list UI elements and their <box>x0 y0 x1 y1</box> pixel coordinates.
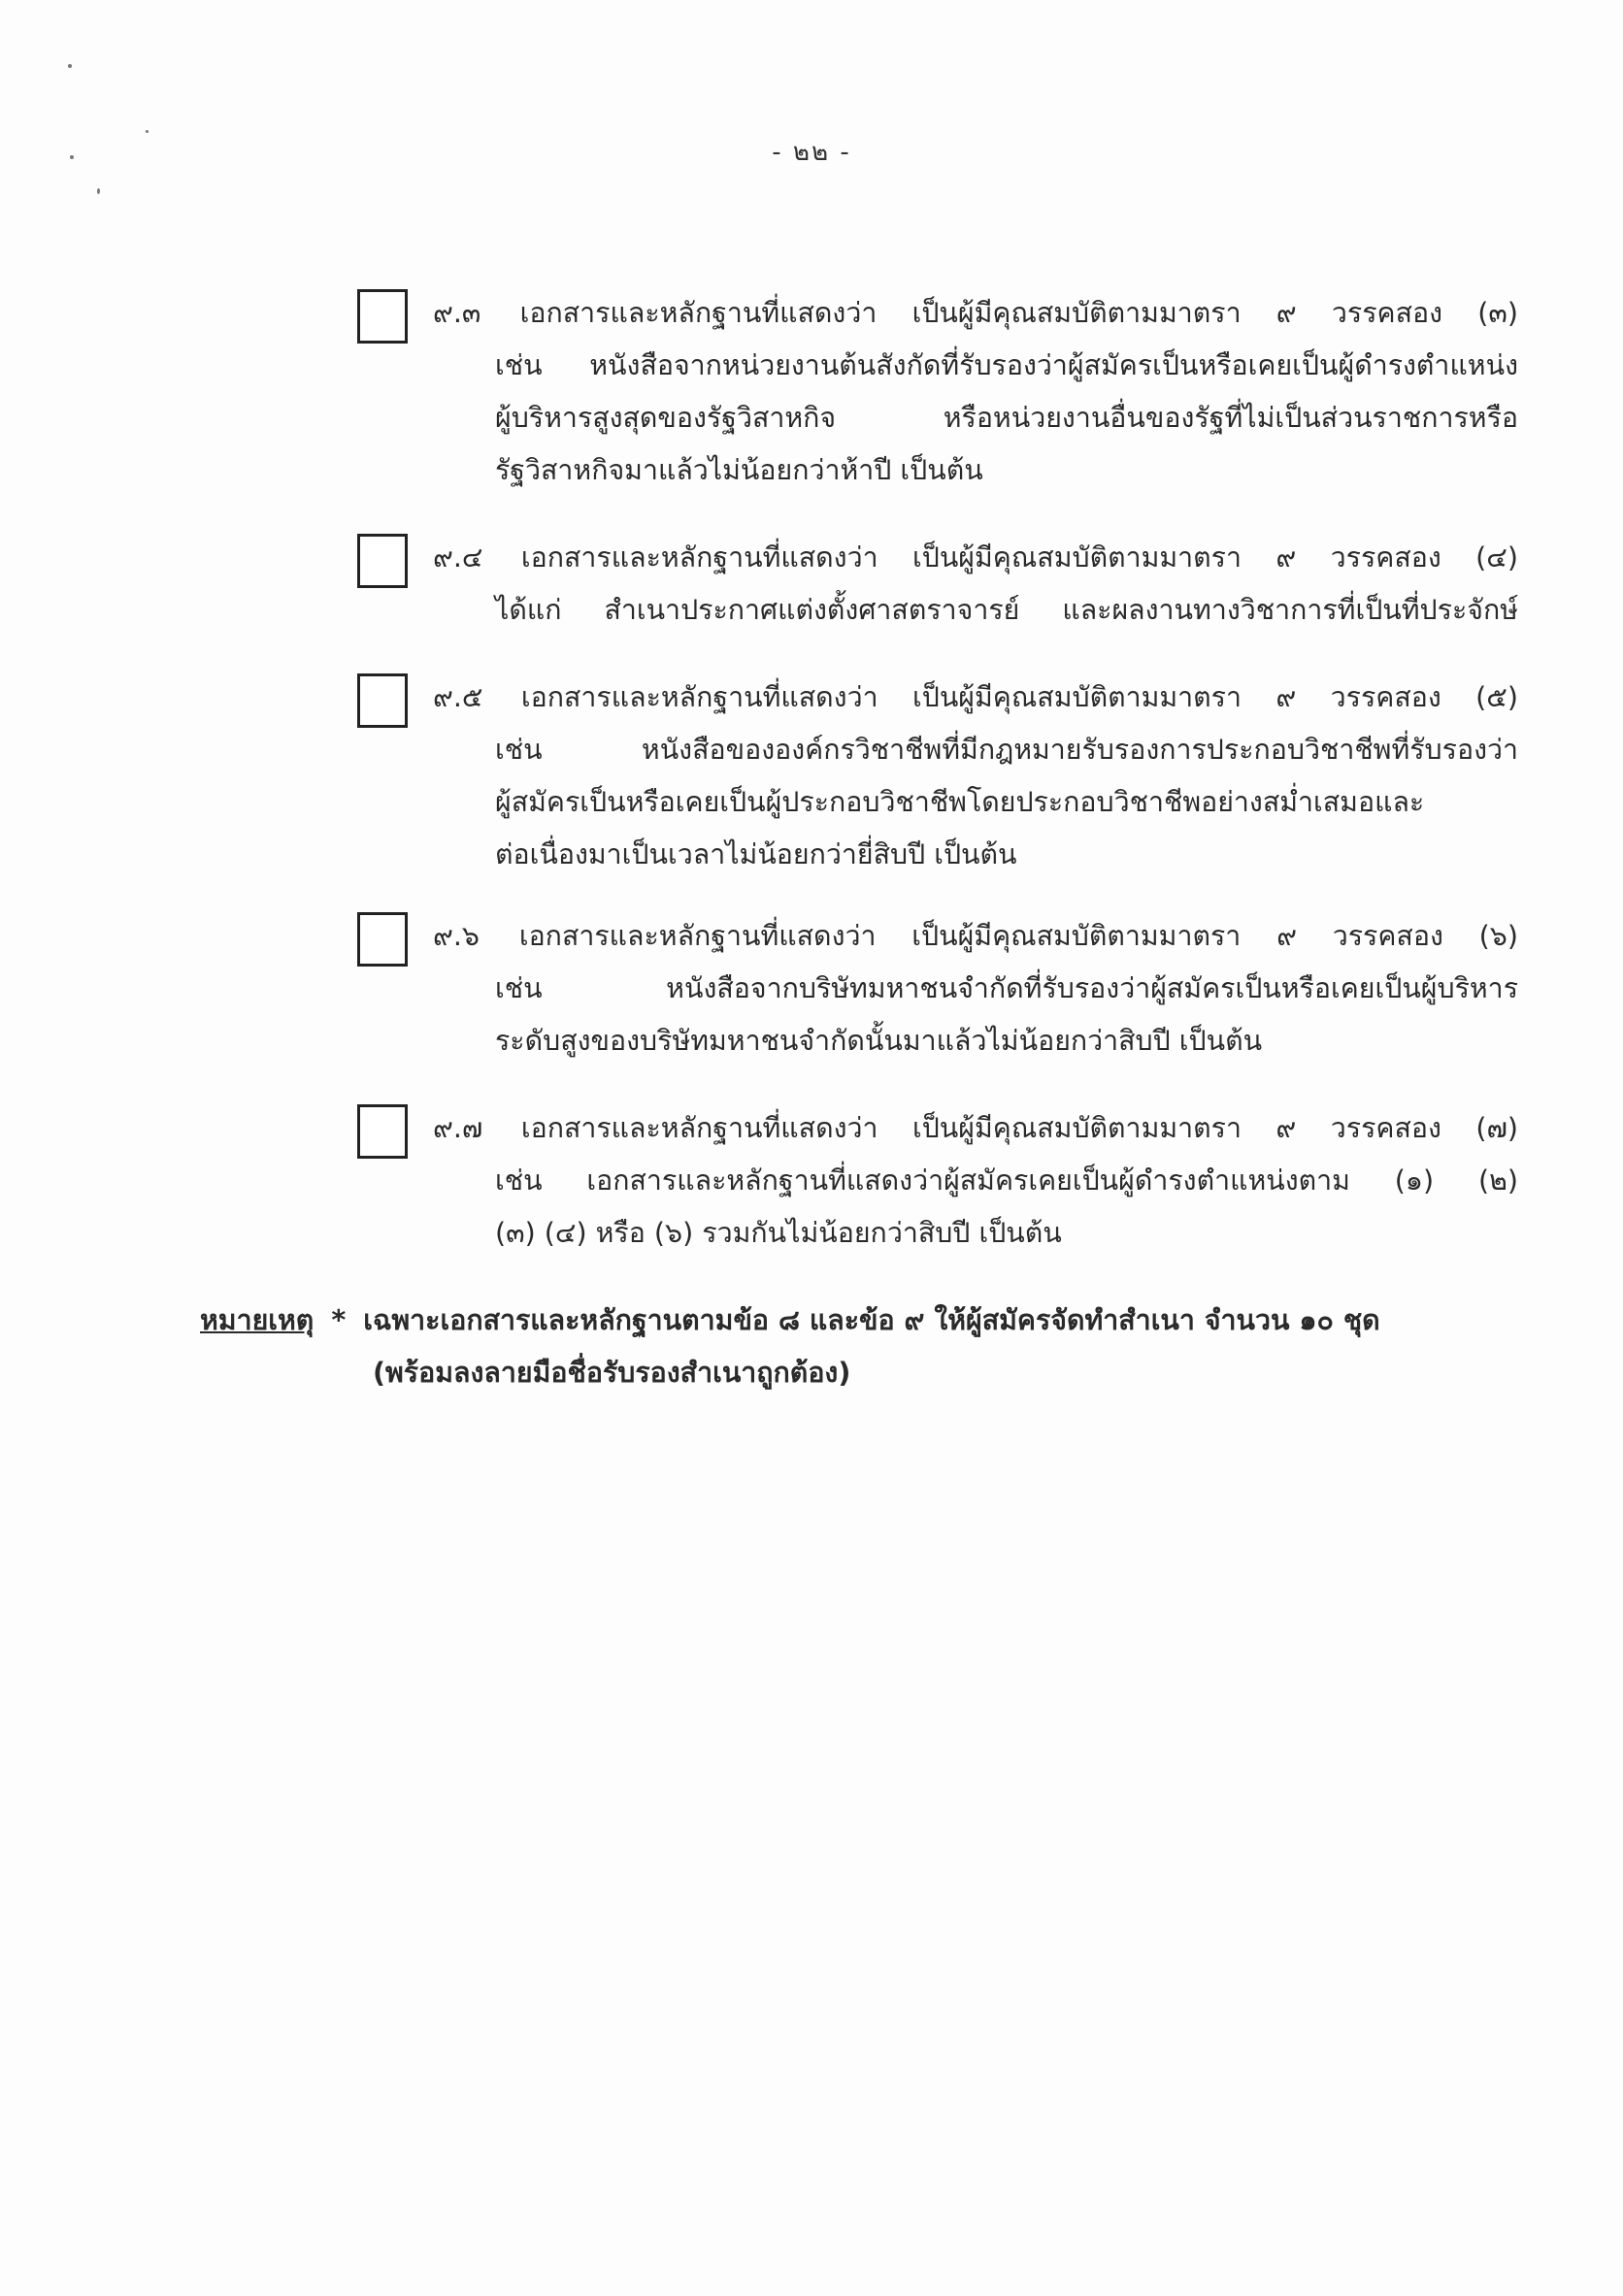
page-number: - ๒๒ - <box>772 138 851 167</box>
item-line: เช่น หนังสือจากบริษัทมหาชนจำกัดที่รับรองว่าผู้สมัครเป็นหรือเคยเป็นผู้บริหาร <box>495 972 1518 1004</box>
remark-label: หมายเหตุ <box>200 1304 315 1336</box>
scan-speck <box>97 188 100 194</box>
item-text <box>433 287 1518 497</box>
item-text <box>433 672 1518 881</box>
remark-text: เฉพาะเอกสารและหลักฐานตามข้อ ๘ และข้อ ๙ ให้ผู้สมัครจัดทำสำเนา จำนวน ๑๐ ชุด <box>363 1304 1380 1336</box>
item-line: ๙.๕ เอกสารและหลักฐานที่แสดงว่า เป็นผู้มีคุณสมบัติตามมาตรา ๙ วรรคสอง (๕) <box>433 681 1518 713</box>
item-number: ๙.๔ <box>433 541 483 574</box>
checkbox[interactable] <box>357 673 408 728</box>
checkbox[interactable] <box>357 534 408 588</box>
remark-text-continuation: (พร้อมลงลายมือชื่อรับรองสำเนาถูกต้อง) <box>373 1357 851 1389</box>
item-line: ผู้สมัครเป็นหรือเคยเป็นผู้ประกอบวิชาชีพโดยประกอบวิชาชีพอย่างสม่ำเสมอและ <box>495 786 1425 818</box>
item-line: ๙.๖ เอกสารและหลักฐานที่แสดงว่า เป็นผู้มีคุณสมบัติตามมาตรา ๙ วรรคสอง (๖) <box>433 920 1518 952</box>
item-line: เช่น หนังสือขององค์กรวิชาชีพที่มีกฎหมายรับรองการประกอบวิชาชีพที่รับรองว่า <box>495 734 1518 766</box>
item-line: รัฐวิสาหกิจมาแล้วไม่น้อยกว่าห้าปี เป็นต้น <box>495 454 983 486</box>
item-number: ๙.๗ <box>433 1112 483 1144</box>
item-line: ๙.๗ เอกสารและหลักฐานที่แสดงว่า เป็นผู้มีคุณสมบัติตามมาตรา ๙ วรรคสอง (๗) <box>433 1112 1519 1144</box>
item-line: เช่น หนังสือจากหน่วยงานต้นสังกัดที่รับรองว่าผู้สมัครเป็นหรือเคยเป็นผู้ดำรงตำแหน่ง <box>495 349 1518 381</box>
item-line: (๓) (๔) หรือ (๖) รวมกันไม่น้อยกว่าสิบปี เป็นต้น <box>495 1217 1062 1249</box>
scan-speck <box>68 64 72 68</box>
checkbox[interactable] <box>357 912 408 967</box>
remark <box>200 1295 1520 1399</box>
item-number: ๙.๕ <box>433 681 483 713</box>
checkbox[interactable] <box>357 1104 408 1159</box>
item-number: ๙.๓ <box>433 297 481 329</box>
item-text <box>433 910 1518 1067</box>
item-line: เช่น เอกสารและหลักฐานที่แสดงว่าผู้สมัครเคยเป็นผู้ดำรงตำแหน่งตาม (๑) (๒) <box>495 1164 1518 1197</box>
item-text <box>433 1102 1518 1260</box>
item-line: ผู้บริหารสูงสุดของรัฐวิสาหกิจ หรือหน่วยงานอื่นของรัฐที่ไม่เป็นส่วนราชการหรือ <box>495 402 1518 434</box>
item-line: ต่อเนื่องมาเป็นเวลาไม่น้อยกว่ายี่สิบปี เป็นต้น <box>495 838 1017 870</box>
item-line: ระดับสูงของบริษัทมหาชนจำกัดนั้นมาแล้วไม่น้อยกว่าสิบปี เป็นต้น <box>495 1025 1263 1057</box>
item-line: ๙.๔ เอกสารและหลักฐานที่แสดงว่า เป็นผู้มีคุณสมบัติตามมาตรา ๙ วรรคสอง (๔) <box>433 541 1518 574</box>
checkbox[interactable] <box>357 289 408 344</box>
remark-star: * <box>331 1304 347 1336</box>
item-line: ๙.๓ เอกสารและหลักฐานที่แสดงว่า เป็นผู้มีคุณสมบัติตามมาตรา ๙ วรรคสอง (๓) <box>433 297 1518 329</box>
item-number: ๙.๖ <box>433 920 480 952</box>
item-text <box>433 532 1518 637</box>
item-line: ได้แก่ สำเนาประกาศแต่งตั้งศาสตราจารย์ และผลงานทางวิชาการที่เป็นที่ประจักษ์ <box>495 594 1518 626</box>
